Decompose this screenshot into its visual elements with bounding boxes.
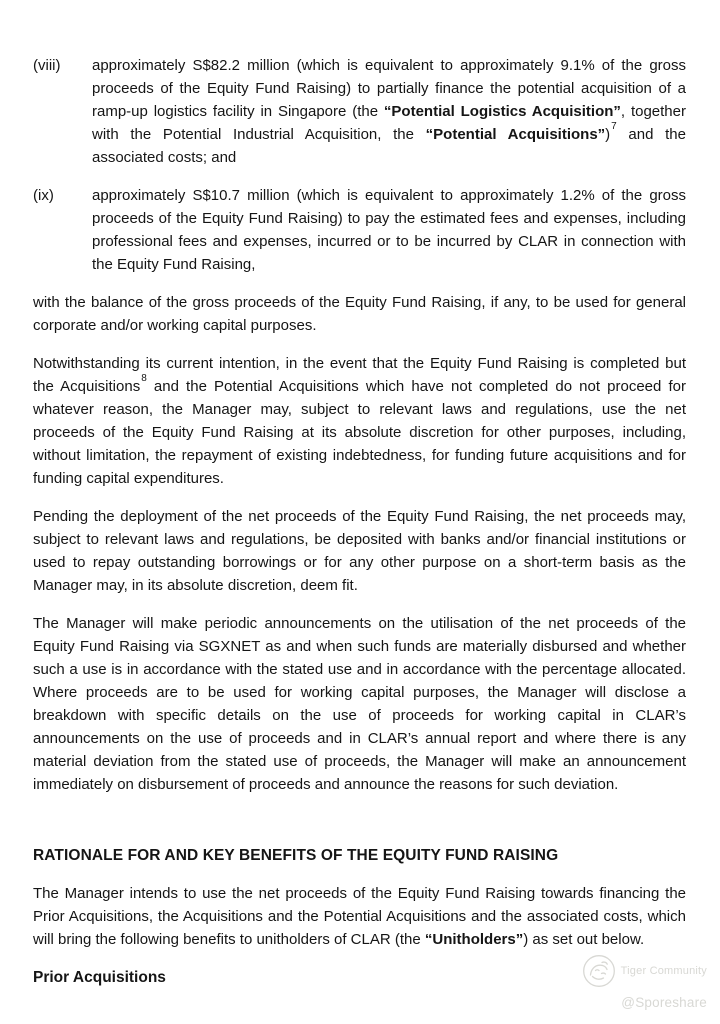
paragraph-pending: Pending the deployment of the net proceeds of the Equity Fund Raising, the net proceeds may, subject to relevant laws and regulations, be deposited with banks and/or financial institutions or used to repay outstanding borrowings or for any other purpose on a short-term basis as the Manager may, in its absolute discretion, deem fit.	[33, 508, 686, 594]
paragraph-balance: with the balance of the gross proceeds of the Equity Fund Raising, if any, to be used for general corporate and/or working capital purposes.	[33, 294, 686, 334]
list-marker-ix: (ix)	[33, 187, 54, 204]
watermark-brand: Tiger Community	[620, 964, 707, 977]
list-item-viii	[33, 54, 686, 169]
list-text-ix: approximately S$10.7 million (which is equivalent to approximately 1.2% of the gross proceeds of the Equity Fund Raising) to pay the estimated fees and expenses, including professional fees and expenses, incurred or to be incurred by CLAR in connection with the Equity Fund Raising,	[92, 187, 686, 273]
section-heading-rationale: RATIONALE FOR AND KEY BENEFITS OF THE EQUITY FUND RAISING	[33, 847, 559, 864]
paragraph-notwithstanding: Notwithstanding its current intention, in the event that the Equity Fund Raising is completed but the Acquisitions$^8$ and the Potential Acquisitions which have not completed do not proceed for whatever reason, the Manager may, subject to relevant laws and regulations, use the net proceeds of the Equity Fund Raising at its absolute discretion for other purposes, including, without limitation, the repayment of existing indebtedness, for funding future acquisitions and for funding capital expenditures.	[33, 355, 686, 487]
tiger-logo-icon	[582, 954, 616, 988]
list-text-viii: approximately S$82.2 million (which is equivalent to approximately 9.1% of the gross proceeds of the Equity Fund Raising) to partially finance the potential acquisition of a ramp-up logistics facility in Singapore (the “Potential Logistics Acquisition”, together with the Potential Industrial Acquisition, the “Potential Acquisitions”)$^7$ and the associated costs; and	[92, 57, 686, 166]
watermark-handle: @Sporeshare	[621, 995, 707, 1010]
watermark	[582, 954, 707, 1014]
paragraph-periodic-announcements: The Manager will make periodic announcements on the utilisation of the net proceeds of the Equity Fund Raising via SGXNET as and when such funds are materially disbursed and whether such a use is in accordance with the stated use and in accordance with the percentage allocated. Where proceeds are to be used for working capital purposes, the Manager will disclose a breakdown with specific details on the use of proceeds for working capital in CLAR’s announcements on the use of proceeds and in CLAR’s annual report and where there is any material deviation from the stated use of proceeds, the Manager will make an announcement immediately on disbursement of proceeds and announce the reasons for such deviation.	[33, 615, 686, 793]
paragraph-rationale-intro: The Manager intends to use the net proceeds of the Equity Fund Raising towards financing the Prior Acquisitions, the Acquisitions and the Potential Acquisitions and the associated costs, which will bring the following benefits to unitholders of CLAR (the “Unitholders”) as set out below.	[33, 885, 686, 948]
list-item-ix	[33, 184, 686, 276]
watermark-row	[582, 954, 707, 988]
sub-heading-prior-acquisitions: Prior Acquisitions	[33, 969, 166, 986]
list-marker-viii: (viii)	[33, 57, 61, 74]
